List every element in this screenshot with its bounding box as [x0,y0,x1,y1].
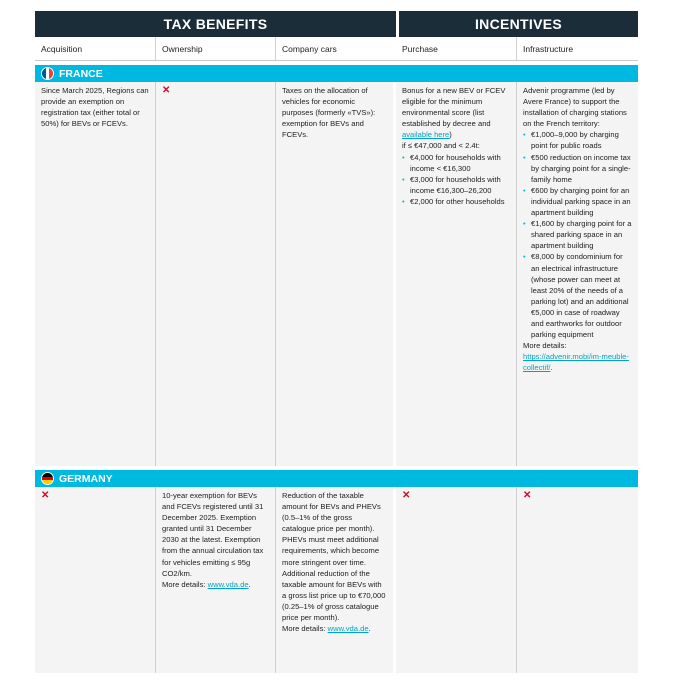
cross-icon: ✕ [523,490,532,501]
advenir-link[interactable]: https://advenir.mobi/im-meuble-collectif/ [523,352,629,373]
cross-icon: ✕ [41,490,50,501]
cell-text: More details: [162,579,206,589]
france-flag-icon [41,67,54,80]
country-bar-france [35,65,638,82]
france-ownership [156,82,276,466]
country-bar-germany [35,470,638,487]
list-item: • €4,000 for households with income < €16,300 [410,152,510,174]
header-row [35,11,638,37]
france-company-cars [276,82,396,466]
germany-acquisition [35,487,156,673]
germany-row [35,487,638,673]
cell-text: . [550,363,553,373]
country-name: GERMANY [59,472,113,485]
cell-text: 10-year exemption for BEVs and FCEVs registered until 31 December 2025. Exemption granted until 31 December 2030 at the latest. Exemption from the annual circulation tax for vehicles emitting ≤ 95g CO2/km. [162,491,264,578]
germany-company-cars [276,487,396,673]
col-infrastructure: Infrastructure [523,43,574,54]
bonus-list [402,152,510,207]
list-item: • €500 reduction on income tax by charging point for a single-family home [531,152,632,185]
cell-text: Reduction of the taxable amount for BEVs and PHEVs (0.5–1% of the gross catalogue price per month). PHEVs must meet additional requirements, which become more stringent over time. Additional reduction of the taxable amount for BEVs with a gross list price up to €70,000 (0.25–1% of gross catalogue price per month). [282,491,386,623]
list-item: • €3,000 for households with income €16,300–26,200 [410,174,510,196]
list-item: • €1,600 by charging point for a shared parking space in an apartment building [531,218,632,251]
germany-ownership [156,487,276,673]
incentives-table [35,11,638,673]
col-purchase: Purchase [396,37,517,60]
cell-text: More details: [523,341,567,351]
column-header-row [35,37,638,61]
germany-flag-icon [41,472,54,485]
france-infrastructure [517,82,638,466]
advenir-list [523,129,632,340]
france-acquisition [35,82,156,466]
list-item: • €2,000 for other households [410,196,510,207]
col-ownership: Ownership [156,37,276,60]
germany-infrastructure [517,487,638,673]
cell-text: More details: [282,624,326,634]
col-company-cars: Company cars [276,37,396,60]
country-name: FRANCE [59,67,103,80]
cross-icon: ✕ [402,490,411,501]
cell-text: Advenir programme (led by Avere France) to support the installation of charging stations on the French territory: [523,86,627,129]
cell-text: if ≤ €47,000 and < 2.4t: [402,141,480,151]
available-here-link[interactable]: available here [402,130,450,140]
tax-benefits-header: TAX BENEFITS [35,11,396,37]
france-row [35,82,638,466]
list-item: • €1,000–9,000 by charging point for public roads [531,129,632,151]
cell-text: Bonus for a new BEV or FCEV eligible for the minimum environmental score (list established by decree and [402,86,506,129]
cell-text: Taxes on the allocation of vehicles for economic purposes (formerly «TVS»): exemption for BEVs and FCEVs. [282,86,376,140]
germany-purchase [396,487,517,673]
france-purchase [396,82,517,466]
cross-icon: ✕ [162,85,171,96]
cell-text: ) [449,130,452,140]
cell-text: . [368,624,371,634]
col-acquisition: Acquisition [35,37,156,60]
cell-text: . [248,579,251,589]
incentives-header: INCENTIVES [399,11,638,37]
vda-link[interactable]: www.vda.de [207,579,249,589]
list-item: • €8,000 by condominium for an electrical infrastructure (whose power can meet at least 20% of the needs of a parking lot) and an additional €5,000 in case of roadway and earthworks for outdoor parking equipment [531,251,632,340]
vda-link[interactable]: www.vda.de [327,624,369,634]
list-item: • €600 by charging point for an individual parking space in an apartment building [531,185,632,218]
cell-text: Since March 2025, Regions can provide an exemption on registration tax (either total or 50%) for BEVs or FCEVs. [41,86,149,129]
